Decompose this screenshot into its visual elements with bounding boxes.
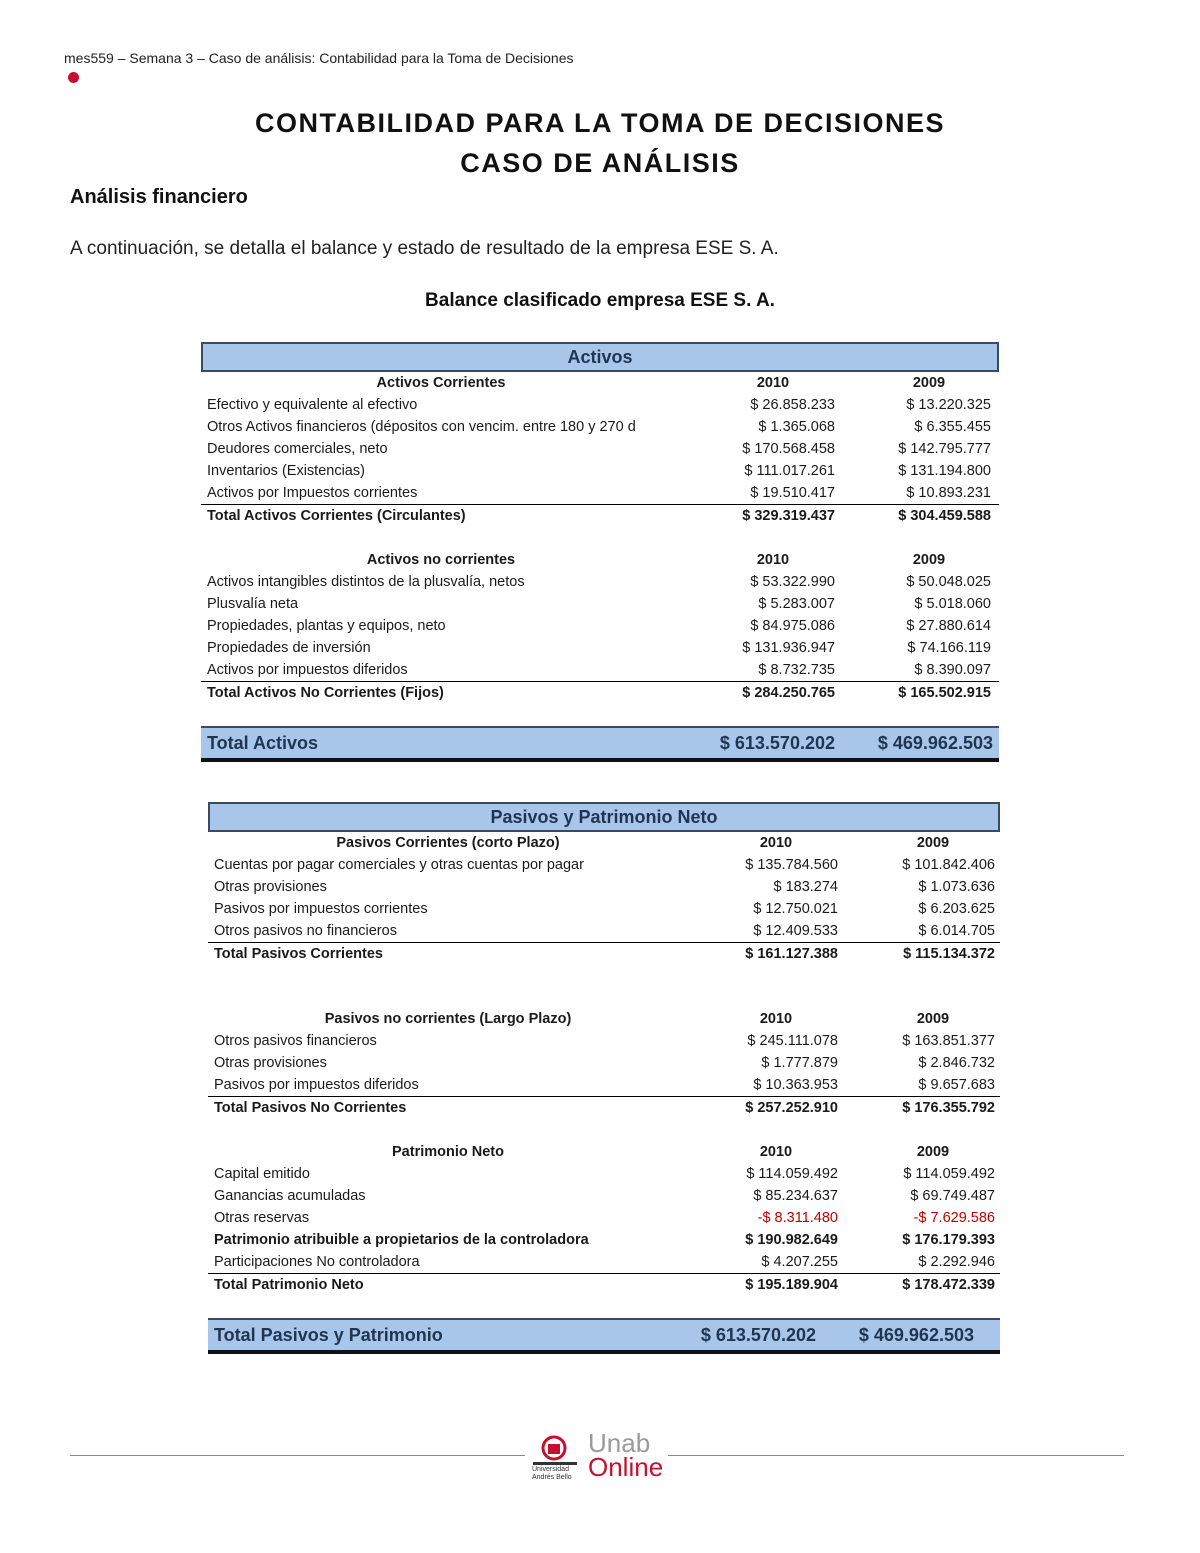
section-heading: Análisis financiero — [70, 186, 248, 208]
value-2010: $ 85.234.637 — [753, 1188, 838, 1204]
value-2009: $ 27.880.614 — [906, 618, 991, 634]
value-2009: $ 1.073.636 — [918, 879, 995, 895]
table-row — [201, 482, 999, 504]
value-2010: $ 53.322.990 — [750, 574, 835, 590]
total-2010: $ 161.127.388 — [745, 946, 838, 962]
total-row — [208, 1096, 1000, 1119]
value-2009: $ 142.795.777 — [898, 441, 991, 457]
value-2009: $ 6.355.455 — [914, 419, 991, 435]
total-activos-2009: $ 469.962.503 — [877, 733, 993, 753]
value-2009: $ 5.018.060 — [914, 596, 991, 612]
value-2010: $ 1.365.068 — [758, 419, 835, 435]
total-pasivos-patrimonio-2010: $ 613.570.202 — [700, 1325, 816, 1345]
total-activos-label: Total Activos — [207, 733, 319, 753]
intro-paragraph: A continuación, se detalla el balance y estado de resultado de la empresa ESE S. A. — [70, 238, 779, 259]
total-2010: $ 257.252.910 — [745, 1100, 838, 1116]
value-2010: $ 135.784.560 — [745, 857, 838, 873]
section-header-label: Activos Corrientes — [376, 375, 506, 391]
section-header-row — [201, 549, 999, 571]
row-label: Pasivos por impuestos corrientes — [214, 901, 428, 917]
course-header: mes559 – Semana 3 – Caso de análisis: Contabilidad para la Toma de Decisiones — [64, 50, 574, 66]
table-row — [208, 876, 1000, 898]
year-2009-header: 2009 — [916, 1011, 950, 1027]
value-2009: $ 6.014.705 — [918, 923, 995, 939]
pasivos-band: Pasivos y Patrimonio Neto — [208, 802, 1000, 832]
row-label: Otros pasivos no financieros — [214, 923, 397, 939]
total-label: Total Pasivos Corrientes — [214, 946, 383, 962]
table-row — [208, 1030, 1000, 1052]
table-row — [201, 659, 999, 681]
value-2009: $ 74.166.119 — [907, 640, 991, 656]
row-label: Inventarios (Existencias) — [207, 463, 365, 479]
value-2010: $ 12.409.533 — [753, 923, 838, 939]
row-label: Pasivos por impuestos diferidos — [214, 1077, 419, 1093]
row-label: Plusvalía neta — [207, 596, 299, 612]
year-2010-header: 2010 — [759, 1011, 793, 1027]
total-2010: $ 284.250.765 — [742, 685, 835, 701]
table-row — [208, 1163, 1000, 1185]
value-2009: $ 10.893.231 — [906, 485, 991, 501]
row-label: Otros pasivos financieros — [214, 1033, 377, 1049]
row-label: Efectivo y equivalente al efectivo — [207, 397, 418, 413]
row-label: Participaciones No controladora — [214, 1254, 420, 1270]
total-row — [208, 942, 1000, 965]
row-label: Otras provisiones — [214, 1055, 327, 1071]
section-header-row — [208, 832, 1000, 854]
table-row — [208, 854, 1000, 876]
value-2009: $ 2.292.946 — [918, 1254, 995, 1270]
total-pasivos-patrimonio-label: Total Pasivos y Patrimonio — [214, 1325, 443, 1345]
year-2009-header: 2009 — [912, 552, 946, 568]
value-2009: $ 50.048.025 — [906, 574, 991, 590]
total-2009: $ 178.472.339 — [902, 1277, 995, 1293]
activos-table — [201, 342, 999, 762]
university-name: Universidad Andrés Bello — [532, 1466, 572, 1481]
footer-divider-left — [70, 1455, 525, 1456]
row-label: Patrimonio atribuible a propietarios de la controladora — [214, 1232, 589, 1248]
row-label: Otras provisiones — [214, 879, 327, 895]
unab-online-logo — [532, 1428, 672, 1482]
table-row — [201, 615, 999, 637]
value-2009: $ 13.220.325 — [906, 397, 991, 413]
section-header-label: Patrimonio Neto — [392, 1144, 504, 1160]
total-label: Total Activos Corrientes (Circulantes) — [207, 508, 466, 524]
value-2009: $ 131.194.800 — [898, 463, 991, 479]
value-2010: $ 114.059.492 — [746, 1166, 838, 1182]
total-label: Total Patrimonio Neto — [214, 1277, 364, 1293]
table-row — [201, 394, 999, 416]
year-2010-header: 2010 — [756, 375, 790, 391]
pasivos-table — [208, 802, 1000, 1354]
table-row — [201, 438, 999, 460]
total-pasivos-patrimonio-row — [208, 1318, 1000, 1354]
total-pasivos-patrimonio-2009: $ 469.962.503 — [858, 1325, 974, 1345]
total-2009: $ 165.502.915 — [898, 685, 991, 701]
section-header-label: Pasivos Corrientes (corto Plazo) — [336, 835, 560, 851]
table-row — [208, 1251, 1000, 1273]
value-2010: $ 26.858.233 — [750, 397, 835, 413]
year-2010-header: 2010 — [759, 1144, 793, 1160]
value-2009: $ 8.390.097 — [914, 662, 991, 678]
row-label: Propiedades de inversión — [207, 640, 371, 656]
value-2010: $ 19.510.417 — [750, 485, 835, 501]
value-2009: $ 6.203.625 — [918, 901, 995, 917]
table-row — [208, 898, 1000, 920]
total-row — [208, 1273, 1000, 1296]
table-row — [208, 1052, 1000, 1074]
table-row — [208, 1207, 1000, 1229]
row-label: Ganancias acumuladas — [214, 1188, 366, 1204]
row-label: Propiedades, plantas y equipos, neto — [207, 618, 446, 634]
total-row — [201, 504, 999, 527]
value-2010: $ 8.732.735 — [758, 662, 835, 678]
value-2009: -$ 7.629.586 — [913, 1210, 995, 1226]
logo-unab-text: Unab — [588, 1428, 651, 1458]
year-2010-header: 2010 — [759, 835, 793, 851]
section-header-label: Pasivos no corrientes (Largo Plazo) — [324, 1011, 572, 1027]
year-2009-header: 2009 — [916, 1144, 950, 1160]
table-row — [208, 1185, 1000, 1207]
table-row — [208, 1074, 1000, 1096]
value-2009: $ 101.842.406 — [902, 857, 995, 873]
table-row — [201, 416, 999, 438]
total-2009: $ 304.459.588 — [898, 508, 991, 524]
value-2010: $ 10.363.953 — [753, 1077, 838, 1093]
total-2010: $ 195.189.904 — [745, 1277, 838, 1293]
total-label: Total Activos No Corrientes (Fijos) — [207, 685, 444, 701]
section-header-row — [208, 1141, 1000, 1163]
value-2010: $ 84.975.086 — [750, 618, 835, 634]
table-row — [201, 593, 999, 615]
value-2010: $ 1.777.879 — [761, 1055, 838, 1071]
value-2010: $ 5.283.007 — [758, 596, 835, 612]
value-2010: $ 12.750.021 — [753, 901, 838, 917]
value-2009: $ 2.846.732 — [918, 1055, 995, 1071]
table-row — [208, 1229, 1000, 1251]
row-label: Capital emitido — [214, 1166, 310, 1182]
value-2010: $ 183.274 — [773, 879, 838, 895]
row-label: Activos por impuestos diferidos — [207, 662, 408, 678]
row-label: Activos intangibles distintos de la plusvalía, netos — [207, 574, 525, 590]
total-activos-2010: $ 613.570.202 — [719, 733, 835, 753]
document-title: CONTABILIDAD PARA LA TOMA DE DECISIONES — [254, 108, 945, 138]
footer-divider-right — [668, 1455, 1124, 1456]
balance-title: Balance clasificado empresa ESE S. A. — [425, 290, 775, 311]
value-2010: $ 245.111.078 — [747, 1033, 838, 1049]
year-2009-header: 2009 — [912, 375, 946, 391]
value-2009: $ 9.657.683 — [918, 1077, 995, 1093]
row-label: Otras reservas — [214, 1210, 310, 1226]
total-2009: $ 176.355.792 — [902, 1100, 995, 1116]
section-header-label: Activos no corrientes — [366, 552, 516, 568]
value-2010: $ 131.936.947 — [742, 640, 835, 656]
total-label: Total Pasivos No Corrientes — [214, 1100, 407, 1116]
value-2010: -$ 8.311.480 — [757, 1210, 838, 1226]
table-row — [208, 920, 1000, 942]
section-header-row — [201, 372, 999, 394]
year-2009-header: 2009 — [916, 835, 950, 851]
value-2010: $ 190.982.649 — [745, 1232, 838, 1248]
total-row — [201, 681, 999, 704]
document-subtitle: CASO DE ANÁLISIS — [460, 148, 740, 178]
total-2010: $ 329.319.437 — [742, 508, 835, 524]
section-header-row — [208, 1008, 1000, 1030]
table-row — [201, 460, 999, 482]
total-2009: $ 115.134.372 — [903, 946, 995, 962]
row-label: Cuentas por pagar comerciales y otras cuentas por pagar — [214, 857, 584, 873]
logo-online-text: Online — [588, 1452, 664, 1482]
value-2009: $ 163.851.377 — [902, 1033, 995, 1049]
value-2009: $ 176.179.393 — [902, 1232, 995, 1248]
year-2010-header: 2010 — [756, 552, 790, 568]
table-row — [201, 637, 999, 659]
value-2010: $ 4.207.255 — [761, 1254, 838, 1270]
total-activos-row — [201, 726, 999, 762]
value-2010: $ 111.017.261 — [744, 463, 835, 479]
value-2009: $ 69.749.487 — [910, 1188, 995, 1204]
table-row — [201, 571, 999, 593]
activos-band: Activos — [201, 342, 999, 372]
row-label: Otros Activos financieros (dépositos con vencim. entre 180 y 270 d — [207, 419, 636, 435]
value-2009: $ 114.059.492 — [903, 1166, 995, 1182]
row-label: Activos por Impuestos corrientes — [207, 485, 418, 501]
value-2010: $ 170.568.458 — [742, 441, 835, 457]
red-dot-bullet — [68, 72, 79, 83]
row-label: Deudores comerciales, neto — [207, 441, 388, 457]
